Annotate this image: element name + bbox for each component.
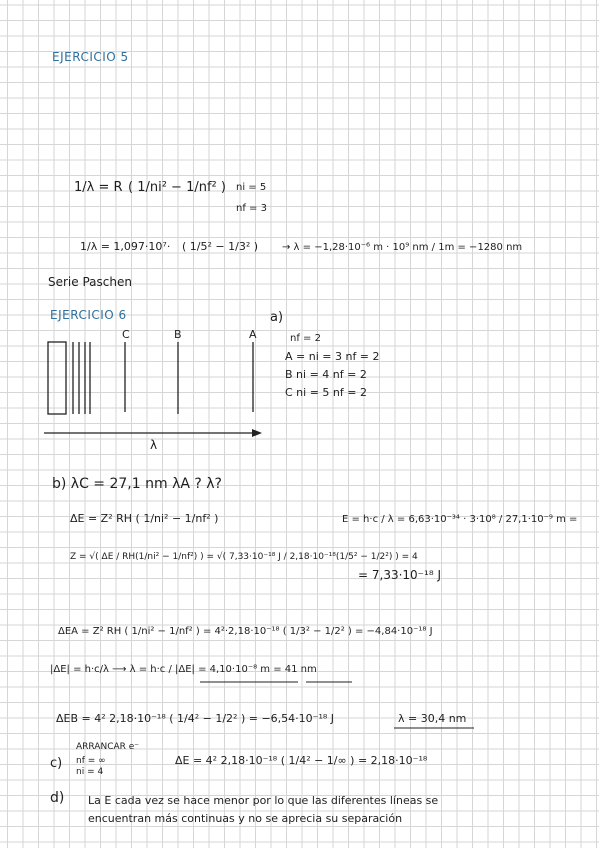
part-b-lambda-b: λ = 30,4 nm	[398, 712, 467, 725]
part-a-line-4: C ni = 5 nf = 2	[285, 386, 367, 399]
part-d-line-1: La E cada vez se hace menor por lo que las diferentes líneas se	[88, 794, 439, 807]
ex5-ni: ni = 5	[236, 182, 267, 193]
diagram-label-a: A	[249, 328, 257, 341]
part-c-label: c)	[50, 756, 63, 771]
diagram-label-c: C	[122, 328, 130, 341]
ex5-title: EJERCICIO 5	[52, 50, 129, 64]
part-b-header: b) λC = 27,1 nm λA ? λ?	[52, 476, 222, 492]
part-a-label: a)	[270, 310, 284, 325]
part-d-line-2: encuentran más continuas y no se aprecia su separación	[88, 812, 403, 825]
ex5-formula-terms: ( 1/ni² − 1/nf² )	[128, 180, 226, 195]
part-b-lambda-a: |ΔE| = h·c/λ ⟶ λ = h·c / |ΔE| = 4,10·10⁻⁸ m = 41 nm	[50, 664, 317, 675]
part-c-ni: ni = 4	[76, 767, 104, 777]
ex5-serie: Serie Paschen	[48, 275, 132, 289]
ex6-title: EJERCICIO 6	[50, 308, 127, 322]
part-a-line-3: B ni = 4 nf = 2	[285, 368, 367, 381]
part-b-dea-formula: ΔEA = Z² RH ( 1/ni² − 1/nf² ) = 4²·2,18·10⁻¹⁸ ( 1/3² − 1/2² ) = −4,84·10⁻¹⁸ J	[58, 626, 433, 637]
part-d-label: d)	[50, 790, 65, 806]
axis-label-lambda: λ	[150, 438, 158, 452]
part-b-e-value: = 7,33·10⁻¹⁸ J	[358, 568, 441, 582]
part-a-line-2: A = ni = 3 nf = 2	[285, 350, 380, 363]
part-c-note: ARRANCAR e⁻	[76, 742, 140, 752]
ex5-calc-result: → λ = −1,28·10⁻⁶ m · 10⁹ nm / 1m = −1280 nm	[282, 242, 523, 253]
ex5-calc-lhs: 1/λ = 1,097·10⁷·	[80, 240, 171, 253]
part-b-e-formula: E = h·c / λ = 6,63·10⁻³⁴ · 3·10⁸ / 27,1·10⁻⁹ m =	[342, 514, 578, 525]
part-c-formula: ΔE = 4² 2,18·10⁻¹⁸ ( 1/4² − 1/∞ ) = 2,18·10⁻¹⁸	[175, 754, 428, 767]
diagram-label-b: B	[174, 328, 182, 341]
part-c-nf: nf = ∞	[76, 756, 106, 766]
spectrum-box	[48, 342, 66, 414]
part-b-deb-formula: ΔEB = 4² 2,18·10⁻¹⁸ ( 1/4² − 1/2² ) = −6,54·10⁻¹⁸ J	[56, 712, 335, 725]
part-a-line-1: nf = 2	[290, 333, 321, 344]
lambda-axis-arrow	[252, 429, 262, 437]
ex5-nf: nf = 3	[236, 203, 267, 214]
part-b-de-formula: ΔE = Z² RH ( 1/ni² − 1/nf² )	[70, 512, 219, 525]
ex5-formula-lhs: 1/λ = R	[74, 180, 123, 195]
part-b-z-formula: Z = √( ΔE / RH(1/ni² − 1/nf²) ) = √( 7,33·10⁻¹⁸ J / 2,18·10⁻¹⁸(1/5² − 1/2²) ) = 4	[70, 552, 418, 562]
ex5-calc-terms: ( 1/5² − 1/3² )	[182, 240, 259, 253]
